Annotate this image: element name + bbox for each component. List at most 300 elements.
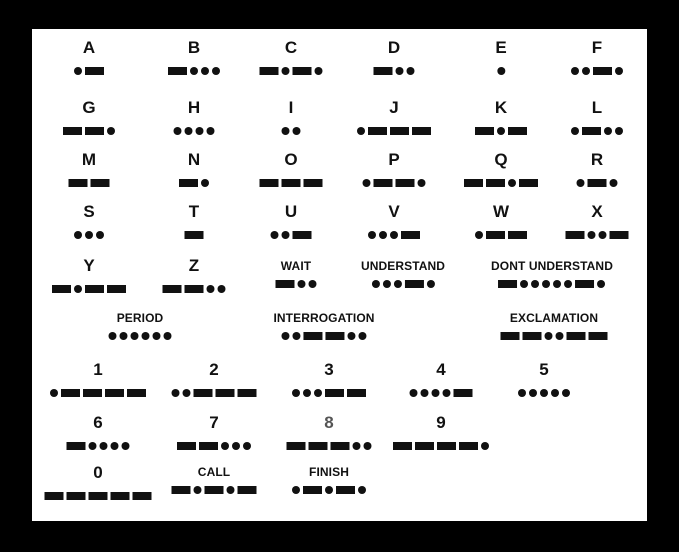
dash-icon [216,389,235,397]
morse-label: DONT UNDERSTAND [491,259,613,273]
dot-icon [74,285,82,293]
dot-icon [610,179,618,187]
dash-icon [276,280,295,288]
morse-code-sequence [498,279,605,288]
dot-icon [520,280,528,288]
dash-icon [593,67,612,75]
dash-icon [199,442,218,450]
morse-label: G [82,98,96,117]
dot-icon [120,332,128,340]
morse-code-sequence [475,230,527,239]
dash-icon [374,179,393,187]
morse-label: 6 [93,413,103,432]
morse-entry-m [69,151,110,187]
dash-icon [588,179,607,187]
dot-icon [571,67,579,75]
dot-icon [218,285,226,293]
morse-code-sequence [50,388,146,397]
dot-icon [292,486,300,494]
dot-icon [183,389,191,397]
morse-code-sequence [475,126,527,135]
dot-icon [292,389,300,397]
dash-icon [304,179,323,187]
dot-icon [164,332,172,340]
morse-label: 4 [436,360,446,379]
dot-icon [481,442,489,450]
morse-code-sequence [501,331,608,340]
dash-icon [185,231,204,239]
morse-entry-w [475,203,527,239]
dot-icon [545,332,553,340]
dot-icon [281,332,289,340]
morse-entry-h [174,99,215,135]
dash-icon [85,67,104,75]
dot-icon [599,231,607,239]
morse-entry-3 [292,361,366,397]
dot-icon [227,486,235,494]
morse-entry-5 [518,361,570,397]
morse-label: T [188,202,200,221]
dot-icon [271,231,279,239]
morse-entry-wait [276,260,317,288]
morse-entry-y [52,257,126,293]
dash-icon [105,389,124,397]
morse-label: C [284,38,298,57]
dot-icon [582,67,590,75]
dash-icon [567,332,586,340]
dot-icon [190,67,198,75]
dash-icon [412,127,431,135]
dash-icon [260,179,279,187]
morse-code-sequence [292,388,366,397]
dash-icon [523,332,542,340]
morse-label: S [83,202,95,221]
dot-icon [615,67,623,75]
morse-label: 2 [209,360,219,379]
morse-code-sequence [260,66,323,75]
dot-icon [243,442,251,450]
dot-icon [542,280,550,288]
morse-code-sequence [577,178,618,187]
morse-code-sequence [69,178,110,187]
dot-icon [131,332,139,340]
morse-entry-e [495,39,506,75]
morse-code-sequence [163,284,226,293]
dot-icon [363,179,371,187]
dot-icon [353,442,361,450]
dash-icon [475,127,494,135]
dash-icon [61,389,80,397]
morse-label: 3 [324,360,334,379]
morse-label: H [187,98,201,117]
morse-entry-6 [67,414,130,450]
dot-icon [111,442,119,450]
dot-icon [540,389,548,397]
dash-icon [519,179,538,187]
dash-icon [374,67,393,75]
morse-label: K [494,98,508,117]
morse-code-sequence [287,441,372,450]
dot-icon [314,389,322,397]
dash-icon [575,280,594,288]
dot-icon [358,486,366,494]
morse-entry-exclamation [501,312,608,340]
morse-code-sequence [363,178,426,187]
morse-code-sequence [371,279,434,288]
morse-label: CALL [197,465,231,479]
dash-icon [486,231,505,239]
dot-icon [298,280,306,288]
dot-icon [347,332,355,340]
dot-icon [142,332,150,340]
dash-icon [133,492,152,500]
dash-icon [163,285,182,293]
morse-code-sequence [172,388,257,397]
dot-icon [564,280,572,288]
dot-icon [207,285,215,293]
dash-icon [107,285,126,293]
morse-code-sequence [109,331,172,340]
morse-label: U [284,202,298,221]
dash-icon [67,492,86,500]
dot-icon [371,280,379,288]
morse-code-sequence [292,485,366,494]
morse-entry-7 [177,414,251,450]
dash-icon [45,492,64,500]
dot-icon [556,332,564,340]
morse-label: INTERROGATION [273,311,375,325]
dot-icon [529,389,537,397]
dash-icon [459,442,478,450]
dash-icon [185,285,204,293]
dot-icon [201,67,209,75]
morse-label: Y [83,256,95,275]
dash-icon [111,492,130,500]
dash-icon [368,127,387,135]
dash-icon [415,442,434,450]
morse-code-sequence [179,178,209,187]
morse-entry-f [571,39,623,75]
dot-icon [212,67,220,75]
dash-icon [347,389,366,397]
morse-label: A [82,38,96,57]
dash-icon [331,442,350,450]
morse-code-sequence [174,126,215,135]
dash-icon [486,179,505,187]
dot-icon [303,389,311,397]
dot-icon [282,231,290,239]
dot-icon [418,179,426,187]
dash-icon [69,179,88,187]
morse-entry-o [260,151,323,187]
dot-icon [571,127,579,135]
morse-label: 1 [93,360,103,379]
dash-icon [390,127,409,135]
dash-icon [85,285,104,293]
morse-code-sequence [571,66,623,75]
dot-icon [379,231,387,239]
morse-entry-t [185,203,204,239]
dash-icon [401,231,420,239]
dash-icon [83,389,102,397]
dash-icon [293,67,312,75]
morse-label: WAIT [280,259,312,273]
morse-label: 0 [93,463,103,482]
morse-code-sequence [282,126,301,135]
dash-icon [238,486,257,494]
dot-icon [221,442,229,450]
dot-icon [122,442,130,450]
dot-icon [232,442,240,450]
dot-icon [588,231,596,239]
morse-label: J [389,98,399,117]
morse-label: F [591,38,603,57]
morse-code-chart [32,29,647,521]
dot-icon [194,486,202,494]
dash-icon [325,389,344,397]
dash-icon [464,179,483,187]
dash-icon [501,332,520,340]
dot-icon [410,389,418,397]
dash-icon [437,442,456,450]
morse-label: FINISH [309,465,349,479]
dot-icon [553,280,561,288]
dash-icon [205,486,224,494]
morse-label: B [187,38,201,57]
dot-icon [174,127,182,135]
dot-icon [407,67,415,75]
dash-icon [508,127,527,135]
morse-label: N [187,150,201,169]
morse-entry-u [271,203,312,239]
morse-label: P [388,150,400,169]
dash-icon [52,285,71,293]
morse-label: I [288,98,294,117]
dot-icon [562,389,570,397]
morse-code-sequence [368,230,420,239]
morse-code-sequence [74,230,104,239]
dot-icon [426,280,434,288]
morse-entry-understand [361,260,445,288]
dot-icon [196,127,204,135]
dash-icon [179,179,198,187]
dash-icon [309,442,328,450]
dash-icon [238,389,257,397]
dot-icon [325,486,333,494]
morse-label: R [590,150,604,169]
morse-entry-v [368,203,420,239]
dot-icon [85,231,93,239]
morse-code-sequence [281,331,366,340]
morse-code-sequence [393,441,489,450]
morse-label: W [492,202,510,221]
dash-icon [282,179,301,187]
dot-icon [282,127,290,135]
dash-icon [582,127,601,135]
dash-icon [498,280,517,288]
dot-icon [315,67,323,75]
dash-icon [67,442,86,450]
dot-icon [615,127,623,135]
morse-label: Z [188,256,200,275]
dot-icon [508,179,516,187]
morse-entry-1 [50,361,146,397]
morse-code-sequence [271,230,312,239]
morse-code-sequence [518,388,570,397]
morse-label: UNDERSTAND [360,259,446,273]
morse-code-sequence [566,230,629,239]
dot-icon [153,332,161,340]
dot-icon [577,179,585,187]
morse-entry-a [74,39,104,75]
dot-icon [497,127,505,135]
dot-icon [390,231,398,239]
morse-entry-8 [287,414,372,450]
morse-code-sequence [571,126,623,135]
dot-icon [443,389,451,397]
morse-label: 7 [209,413,219,432]
dash-icon [325,332,344,340]
dash-icon [287,442,306,450]
morse-label: E [495,38,507,57]
dot-icon [357,127,365,135]
morse-code-sequence [260,178,323,187]
morse-entry-2 [172,361,257,397]
dot-icon [358,332,366,340]
morse-label: 9 [436,413,446,432]
dot-icon [74,231,82,239]
dot-icon [368,231,376,239]
dot-icon [89,442,97,450]
morse-entry-n [179,151,209,187]
dot-icon [551,389,559,397]
dot-icon [50,389,58,397]
morse-entry-c [260,39,323,75]
dot-icon [604,127,612,135]
morse-code-sequence [276,279,317,288]
morse-code-sequence [63,126,115,135]
morse-code-sequence [357,126,431,135]
dot-icon [100,442,108,450]
morse-label: 8 [324,413,334,432]
morse-label: O [284,150,298,169]
dash-icon [89,492,108,500]
dot-icon [364,442,372,450]
dot-icon [74,67,82,75]
morse-entry-p [363,151,426,187]
dot-icon [107,127,115,135]
morse-label: M [81,150,97,169]
dot-icon [293,127,301,135]
dot-icon [518,389,526,397]
dot-icon [393,280,401,288]
dot-icon [282,67,290,75]
morse-entry-g [63,99,115,135]
dot-icon [172,389,180,397]
dash-icon [566,231,585,239]
morse-label: 5 [539,360,549,379]
morse-entry-call [172,466,257,494]
dash-icon [396,179,415,187]
dash-icon [303,332,322,340]
morse-entry-l [571,99,623,135]
dash-icon [454,389,473,397]
morse-label: V [388,202,400,221]
dash-icon [172,486,191,494]
morse-entry-j [357,99,431,135]
dot-icon [185,127,193,135]
morse-label: D [387,38,401,57]
morse-entry-interrogation [273,312,374,340]
dash-icon [404,280,423,288]
morse-code-sequence [172,485,257,494]
dash-icon [194,389,213,397]
dash-icon [91,179,110,187]
dash-icon [303,486,322,494]
dot-icon [109,332,117,340]
morse-code-sequence [185,230,204,239]
morse-entry-d [374,39,415,75]
morse-entry-r [577,151,618,187]
dash-icon [589,332,608,340]
morse-entry-b [168,39,220,75]
morse-code-sequence [67,441,130,450]
morse-label: L [591,98,603,117]
dash-icon [336,486,355,494]
morse-entry-dont-understand [491,260,613,288]
morse-code-sequence [374,66,415,75]
dash-icon [293,231,312,239]
morse-code-sequence [410,388,473,397]
dot-icon [396,67,404,75]
morse-code-sequence [177,441,251,450]
morse-entry-finish [292,466,366,494]
morse-entry-k [475,99,527,135]
dash-icon [260,67,279,75]
dash-icon [508,231,527,239]
dot-icon [531,280,539,288]
dash-icon [63,127,82,135]
morse-entry-x [566,203,629,239]
morse-entry-0 [45,464,152,500]
morse-code-sequence [168,66,220,75]
dash-icon [393,442,412,450]
morse-entry-9 [393,414,489,450]
morse-code-sequence [464,178,538,187]
morse-entry-4 [410,361,473,397]
morse-label: X [591,202,603,221]
dash-icon [610,231,629,239]
morse-label: Q [494,150,508,169]
morse-code-sequence [52,284,126,293]
dash-icon [85,127,104,135]
dot-icon [309,280,317,288]
dash-icon [127,389,146,397]
dash-icon [177,442,196,450]
morse-label: EXCLAMATION [509,311,599,325]
morse-entry-period [109,312,172,340]
morse-entry-s [74,203,104,239]
morse-entry-i [282,99,301,135]
morse-entry-q [464,151,538,187]
dot-icon [432,389,440,397]
morse-entry-z [163,257,226,293]
dot-icon [597,280,605,288]
dot-icon [421,389,429,397]
dot-icon [475,231,483,239]
morse-code-sequence [497,66,505,75]
morse-code-sequence [74,66,104,75]
